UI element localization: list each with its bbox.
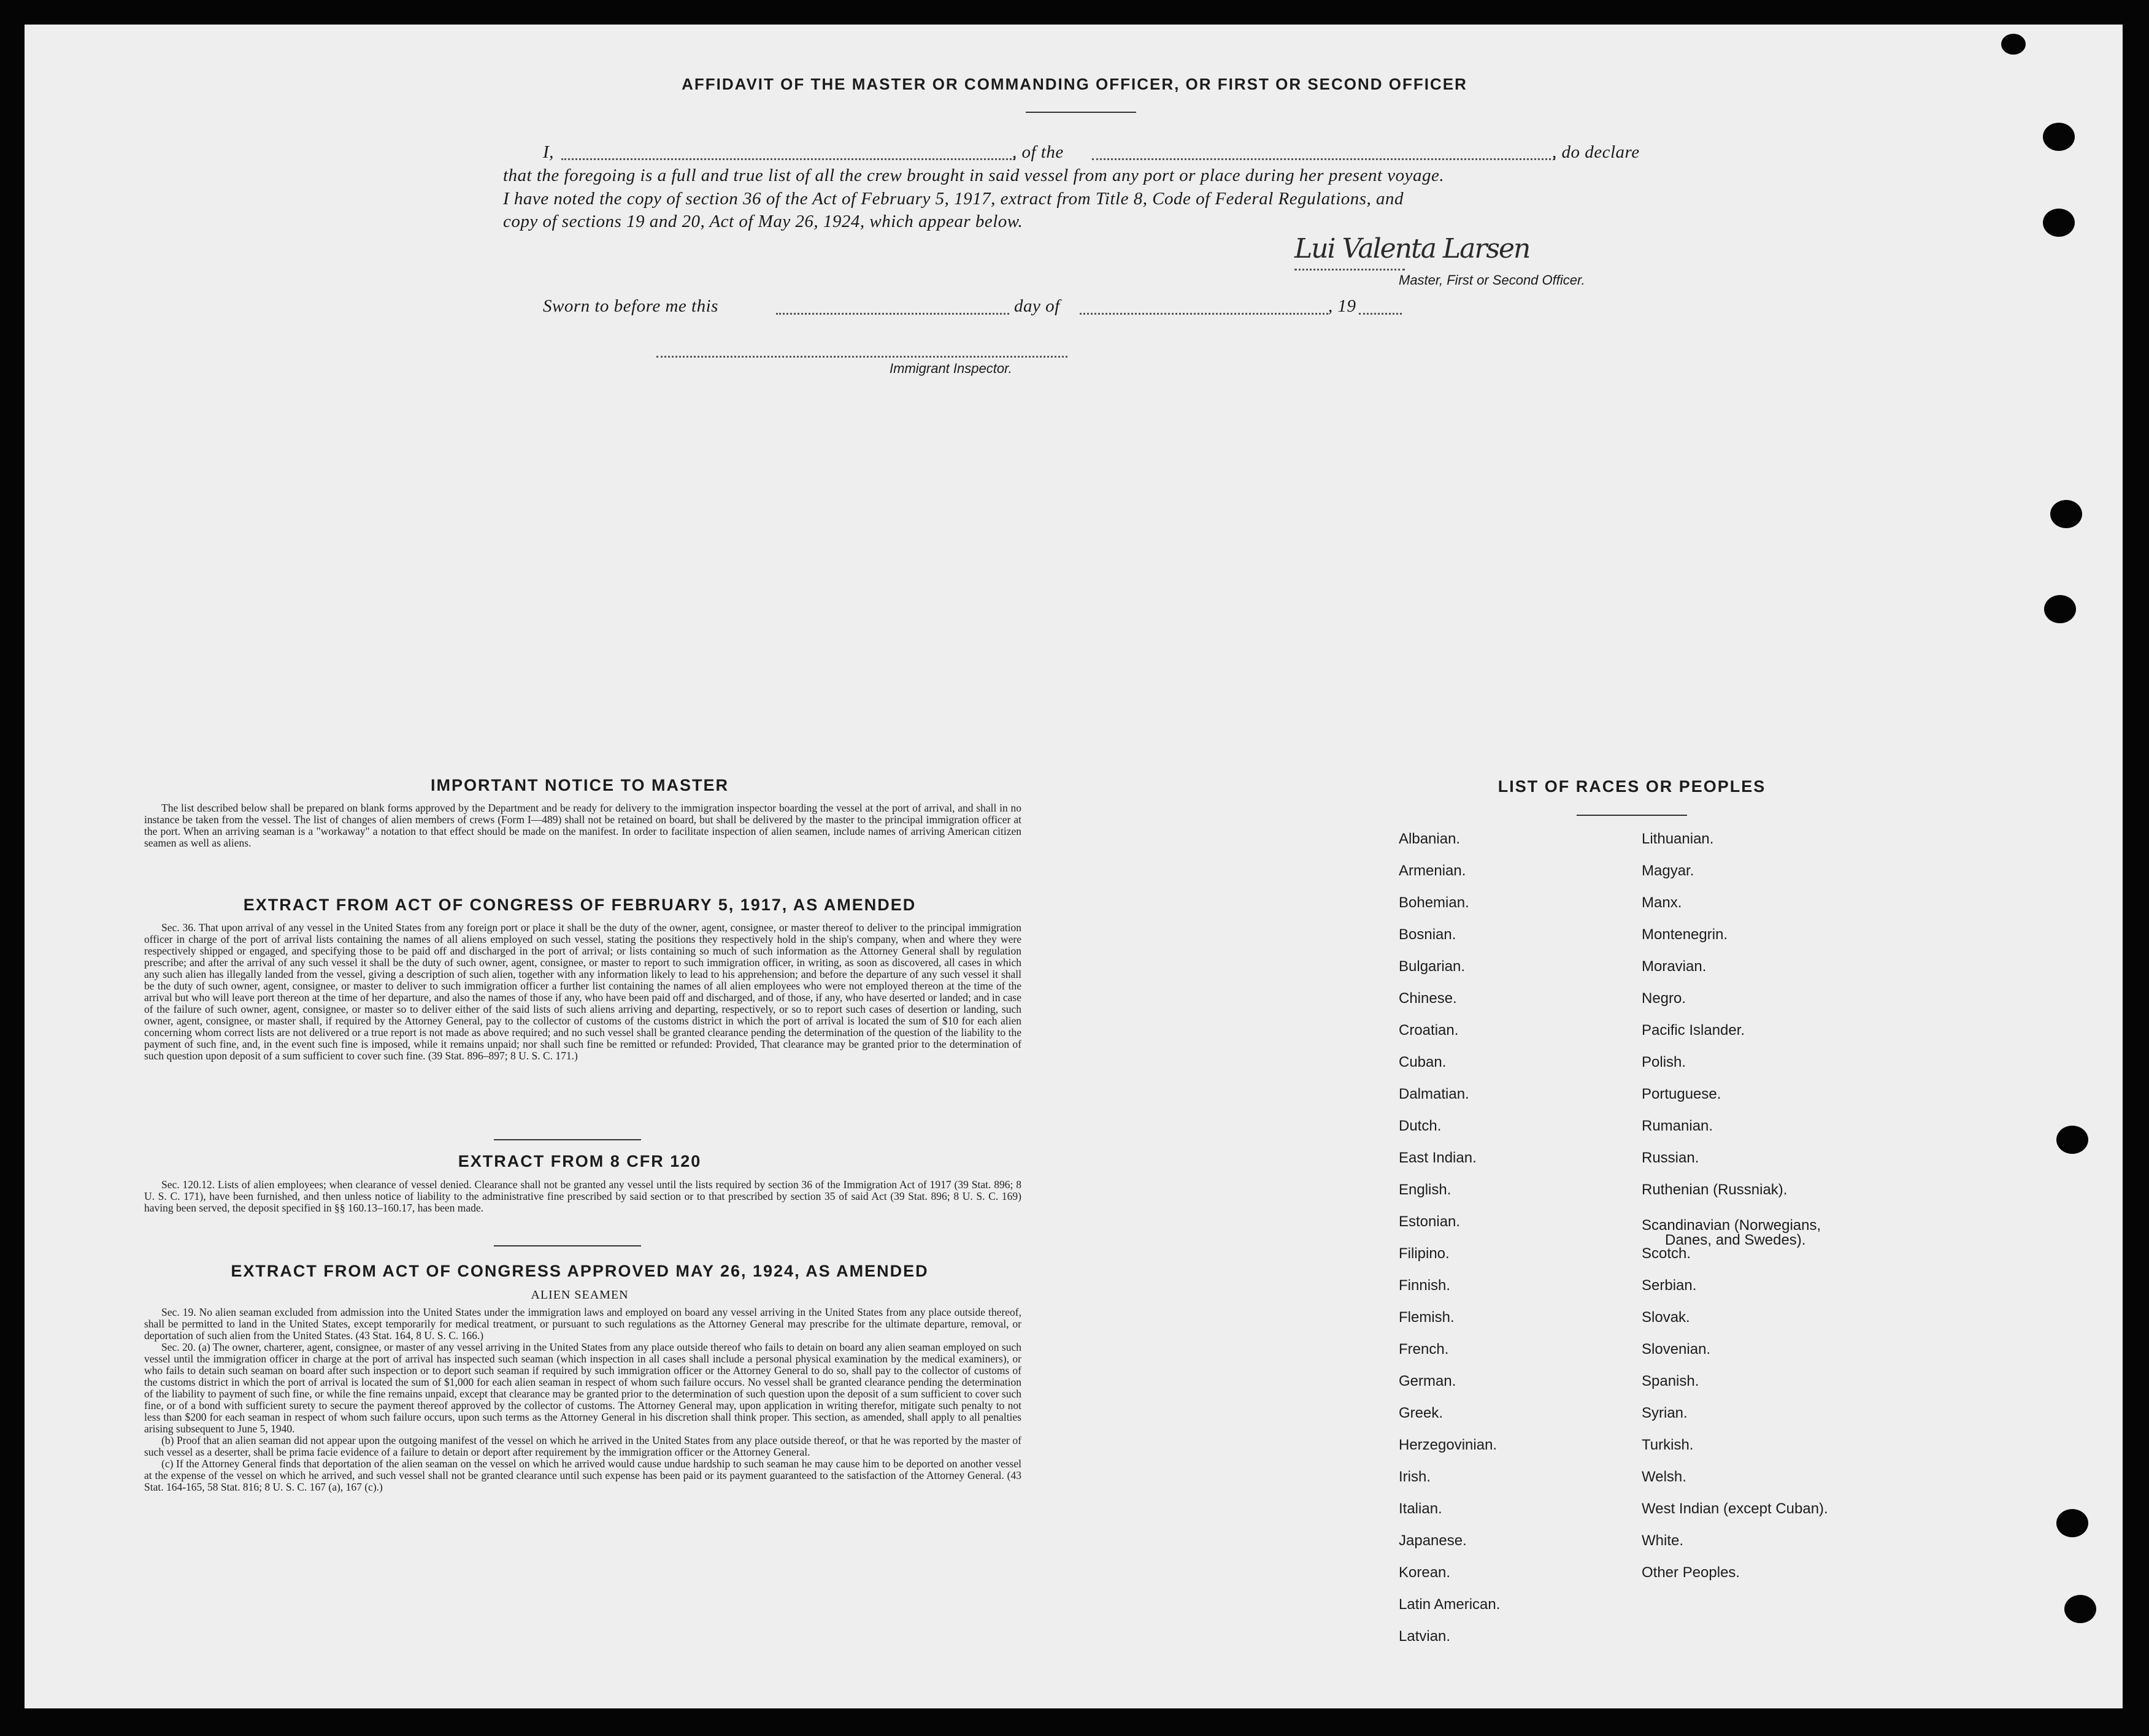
race-item: Greek. xyxy=(1399,1405,1444,1421)
race-item: Pacific Islander. xyxy=(1642,1022,1745,1039)
race-item: Serbian. xyxy=(1642,1277,1697,1294)
race-item: East Indian. xyxy=(1399,1150,1477,1166)
race-item: Negro. xyxy=(1642,990,1686,1007)
races-title-rule xyxy=(1577,815,1687,816)
affidavit-do-declare: , do declare xyxy=(1552,142,1640,162)
race-item: Manx. xyxy=(1642,894,1682,911)
race-item: Filipino. xyxy=(1399,1245,1450,1262)
punch-hole-7 xyxy=(2056,1509,2088,1537)
race-item: Chinese. xyxy=(1399,990,1457,1007)
extract-divider-2 xyxy=(494,1245,641,1246)
extract-divider-1 xyxy=(494,1139,641,1140)
punch-hole-4 xyxy=(2050,500,2082,528)
section-19-text: Sec. 19. No alien seaman excluded from admission into the United States under the immigration laws and employed on board any vessel arriving in the United States from any place outside thereof, shall be permitted to land in the United States, except temporarily for medical treatment, or pursuant to such regulations as the Attorney General may prescribe for the ultimate departure, removal, or deportation of such alien from the United States. (43 Stat. 164, 8 U. S. C. 166.) xyxy=(144,1306,1021,1342)
extract-1917-body xyxy=(144,922,1021,1062)
affidavit-line-2: that the foregoing is a full and true list of all the crew brought in said vessel from any port or place during her present voyage. xyxy=(503,166,1445,185)
race-item: Syrian. xyxy=(1642,1405,1688,1421)
race-item: Cuban. xyxy=(1399,1054,1447,1070)
affidavit-of-the: , of the xyxy=(1012,142,1064,162)
race-item: Portuguese. xyxy=(1642,1086,1721,1102)
sworn-prefix: Sworn to before me this xyxy=(543,296,718,316)
vessel-name-field[interactable] xyxy=(1092,158,1555,160)
race-item: West Indian (except Cuban). xyxy=(1642,1500,1828,1517)
extract-cfr-title: EXTRACT FROM 8 CFR 120 xyxy=(458,1152,702,1170)
race-item: Armenian. xyxy=(1399,862,1466,879)
extract-1917-title: EXTRACT FROM ACT OF CONGRESS OF FEBRUARY 5, 1917, AS AMENDED xyxy=(243,896,917,914)
extract-1924-body xyxy=(144,1307,1021,1493)
sworn-year-field[interactable] xyxy=(1359,313,1402,315)
race-item: Japanese. xyxy=(1399,1532,1467,1549)
race-item: Bohemian. xyxy=(1399,894,1469,911)
punch-hole-5 xyxy=(2044,595,2076,623)
affidavit-line-4: copy of sections 19 and 20, Act of May 26, 1924, which appear below. xyxy=(503,212,1023,231)
race-item: Moravian. xyxy=(1642,958,1707,975)
race-item: German. xyxy=(1399,1373,1456,1389)
race-item: Dutch. xyxy=(1399,1118,1442,1134)
sworn-day-of: day of xyxy=(1014,296,1060,316)
race-item: Latvian. xyxy=(1399,1628,1451,1645)
race-item: Lithuanian. xyxy=(1642,831,1714,847)
declarant-name-field[interactable] xyxy=(561,158,1015,160)
section-36-text: Sec. 36. That upon arrival of any vessel in the United States from any foreign port or place it shall be the duty of the owner, agent, consignee, or master thereof to deliver to the principal immigration officer in charge of the port of arrival lists containing the names of all aliens employed on such vessel, stating the positions they respectively hold in the ship's company, when and where they were respectively shipped or engaged, and specifying those to be paid off and discharged in the port of arrival; or lists containing so much of such information as the Attorney General shall by regulation prescribe; and after the arrival of any such vessel it shall be the duty of such owner, agent, consignee, or master to report to such immigration officer, in writing, as soon as discovered, all cases in which any such alien has illegally landed from the vessel, giving a description of such alien, together with any information likely to lead to his apprehension; and before the departure of any such vessel it shall be the duty of such owner, agent, consignee, or master to deliver to such immigration officer a further list containing the names of all alien employees who were not employed thereon at the time of the arrival but who will leave port thereon at the time of her departure, and also the names of those if any, who have been paid off and discharged, and of those, if any, who have deserted or landed; and in case of the failure of such owner, agent, consignee, or master so to deliver either of the said lists of such aliens arriving and departing, respectively, or so to report such cases of desertion or landing, such owner, agent, consignee, or master shall, if required by the Attorney General, pay to the collector of customs of the customs district in which the port of arrival is located the sum of $10 for each alien concerning whom correct lists are not delivered or a true report is not made as above required; and no such vessel shall be granted clearance pending the determination of the question of the liability to the payment of such fine, and, in the event such fine is imposed, while it remains unpaid; nor shall such fine be remitted or refunded: Provided, That clearance may be granted prior to the determination of such question upon deposit of a sum sufficient to cover such fine. (39 Stat. 896–897; 8 U. S. C. 171.) xyxy=(144,921,1021,1062)
section-20a-text: Sec. 20. (a) The owner, charterer, agent, consignee, or master of any vessel arriving in the United States from any place outside thereof who fails to detain on board any alien seaman employed on such vessel until the immigration officer in charge at the port of arrival has inspected such seaman (which inspection in all cases shall include a personal physical examination by the medical examiners), or who fails to detain such seaman on board after such inspection or to deport such seaman if required by such immigration officer or the Attorney General to do so, shall pay to the collector of customs of the customs district in which the port of arrival is located the sum of $1,000 for each alien seaman in respect of whom such failure occurs. No vessel shall be granted clearance pending the determination of the liability to payment of such fine, or while the fine remains unpaid, except that clearance may be granted prior to the determination of such question upon the deposit of a sum sufficient to cover such fine, or of a bond with sufficient surety to secure the payment thereof approved by the collector of customs. The Attorney General may, upon application in writing therefor, mitigate such penalty to not less than $200 for each seaman in respect of whom such failure occurs, upon such terms as the Attorney General in his discretion shall think proper. This section, as amended, shall apply to all penalties arising subsequent to June 5, 1940. xyxy=(144,1341,1021,1435)
punch-hole-6 xyxy=(2056,1126,2088,1154)
signature-field[interactable] xyxy=(1294,269,1405,271)
race-item: Scotch. xyxy=(1642,1245,1691,1262)
affidavit-title: AFFIDAVIT OF THE MASTER OR COMMANDING OFFICER, OR FIRST OR SECOND OFFICER xyxy=(682,75,1467,93)
race-item: Bulgarian. xyxy=(1399,958,1466,975)
race-item: Russian. xyxy=(1642,1150,1699,1166)
race-item: Croatian. xyxy=(1399,1022,1459,1039)
sworn-year: , 19 xyxy=(1328,296,1356,316)
notice-title: IMPORTANT NOTICE TO MASTER xyxy=(431,776,729,794)
sworn-day-field[interactable] xyxy=(776,313,1009,315)
affidavit-i: I, xyxy=(543,142,554,162)
extract-cfr-body xyxy=(144,1179,1021,1214)
race-item: Irish. xyxy=(1399,1469,1431,1485)
race-item: Turkish. xyxy=(1642,1437,1694,1453)
race-item: Bosnian. xyxy=(1399,926,1456,943)
punch-hole-8 xyxy=(2064,1595,2096,1623)
section-20c-text: (c) If the Attorney General finds that deportation of the alien seaman on the vessel on which he arrived would cause undue hardship to such seaman he may cause him to be deported on another vessel at the expense of the vessel on which he arrived, and such vessel shall not be granted clearance until such expense has been paid or its payment guaranteed to the satisfaction of the Attorney General. (43 Stat. 164-165, 58 Stat. 816; 8 U. S. C. 167 (a), 167 (c).) xyxy=(144,1458,1021,1493)
races-title: LIST OF RACES OR PEOPLES xyxy=(1497,777,1766,796)
punch-hole-3 xyxy=(2043,209,2075,237)
race-item: Spanish. xyxy=(1642,1373,1699,1389)
affidavit-line-3: I have noted the copy of section 36 of the Act of February 5, 1917, extract from Title 8, Code of Federal Regulations, and xyxy=(503,189,1404,209)
race-item: Danes, and Swedes). xyxy=(1665,1232,1806,1248)
race-item: Dalmatian. xyxy=(1399,1086,1469,1102)
punch-hole-1 xyxy=(2001,34,2026,55)
race-item: Italian. xyxy=(1399,1500,1442,1517)
inspector-caption: Immigrant Inspector. xyxy=(890,361,1012,376)
race-item: Other Peoples. xyxy=(1642,1564,1740,1581)
race-item: Finnish. xyxy=(1399,1277,1451,1294)
race-item: Slovak. xyxy=(1642,1309,1690,1326)
race-item: Estonian. xyxy=(1399,1213,1461,1230)
notice-paragraph: The list described below shall be prepared on blank forms approved by the Department and be ready for delivery to the immigration inspector boarding the vessel at the port of arrival, and shall in no instance be taken from the vessel. The list of changes of alien members of crews (Form I—489) shall not be retained on board, but shall be delivered by the master to the principal immigration officer at the port. When an arriving seaman is a "workaway" a notation to that effect should be made on the manifest. In order to facilitate inspection of alien seamen, include names of arriving American citizen seamen as well as aliens. xyxy=(144,802,1021,849)
inspector-signature-field[interactable] xyxy=(656,356,1067,358)
race-item: Herzegovinian. xyxy=(1399,1437,1497,1453)
sworn-month-field[interactable] xyxy=(1080,313,1328,315)
punch-hole-2 xyxy=(2043,123,2075,151)
signature-caption: Master, First or Second Officer. xyxy=(1399,272,1585,288)
race-item: Slovenian. xyxy=(1642,1341,1711,1358)
alien-seamen-subtitle: ALIEN SEAMEN xyxy=(531,1288,629,1302)
extract-1924-title: EXTRACT FROM ACT OF CONGRESS APPROVED MAY 26, 1924, AS AMENDED xyxy=(231,1262,929,1280)
race-item: White. xyxy=(1642,1532,1684,1549)
notice-body xyxy=(144,802,1021,849)
race-item: Rumanian. xyxy=(1642,1118,1713,1134)
affidavit-title-rule xyxy=(1026,112,1136,113)
race-item: French. xyxy=(1399,1341,1449,1358)
race-item: Korean. xyxy=(1399,1564,1451,1581)
master-signature: Lui Valenta Larsen xyxy=(1294,233,1530,264)
section-20b-text: (b) Proof that an alien seaman did not appear upon the outgoing manifest of the vessel on which he arrived in the United States from any place outside thereof, or that he was reported by the master of such vessel as a deserter, shall be prima facie evidence of a failure to detain or deport after requirement by the immigration officer or the Attorney General. xyxy=(144,1434,1021,1458)
race-item: Ruthenian (Russniak). xyxy=(1642,1181,1788,1198)
race-item: English. xyxy=(1399,1181,1451,1198)
race-item: Welsh. xyxy=(1642,1469,1686,1485)
section-120-12-text: Sec. 120.12. Lists of alien employees; when clearance of vessel denied. Clearance shall not be granted any vessel until the lists required by section 36 of the Immigration Act of 1917 (39 Stat. 896; 8 U. S. C. 171), have been furnished, and then unless notice of liability to the administrative fine prescribed by said section or to that prescribed by section 35 of said Act (39 Stat. 896; 8 U. S. C. 169) having been served, the deposit specified in §§ 160.13–160.17, has been made. xyxy=(144,1178,1021,1214)
race-item: Montenegrin. xyxy=(1642,926,1728,943)
race-item: Polish. xyxy=(1642,1054,1686,1070)
race-item: Flemish. xyxy=(1399,1309,1455,1326)
race-item: Magyar. xyxy=(1642,862,1694,879)
race-item: Scandinavian (Norwegians, xyxy=(1642,1217,1821,1234)
race-item: Latin American. xyxy=(1399,1596,1501,1613)
race-item: Albanian. xyxy=(1399,831,1461,847)
